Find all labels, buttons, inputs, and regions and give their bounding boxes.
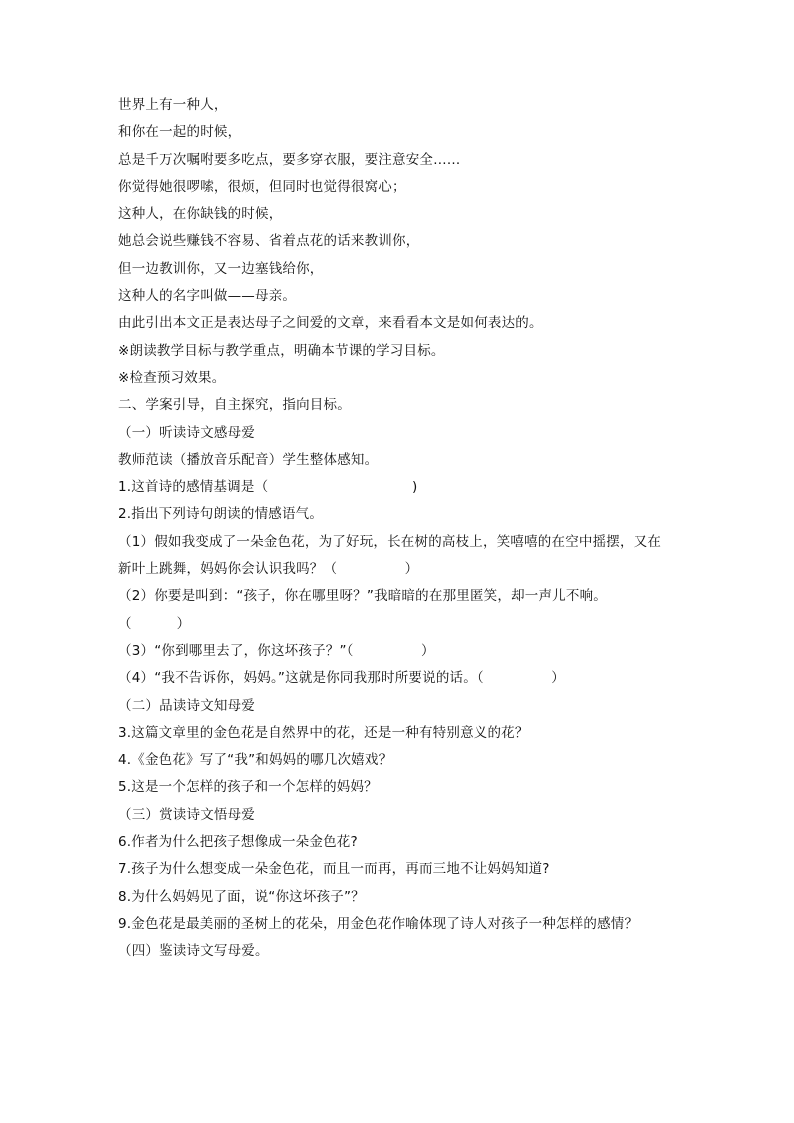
text-line: ※检查预习效果。 (118, 369, 226, 386)
poem-line-2: （2）你要是叫到：“孩子，你在哪里呀？”我暗暗的在那里匿笑，却一声儿不响。 (118, 588, 607, 605)
question-6: 6.作者为什么把孩子想像成一朵金色花? (118, 834, 358, 851)
subsection-heading: （四）鉴读诗文写母爱。 (118, 943, 269, 960)
question-1: 1.这首诗的感情基调是（ ) (118, 479, 418, 496)
subsection-heading: （二）品读诗文知母爱 (118, 697, 255, 714)
subsection-heading: （三）赏读诗文悟母爱 (118, 806, 255, 823)
question-5: 5.这是一个怎样的孩子和一个怎样的妈妈？ (118, 779, 378, 796)
text-line: 这种人的名字叫做——母亲。 (118, 288, 297, 305)
text-line: 和你在一起的时候， (118, 124, 242, 141)
text-line: ※朗读教学目标与教学重点，明确本节课的学习目标。 (118, 342, 445, 359)
text-line: 但一边教训你，又一边塞钱给你， (118, 260, 324, 277)
poem-line-1-cont: 新叶上跳舞，妈妈你会认识我吗？（ ） (118, 561, 419, 578)
poem-line-3: （3）“你到哪里去了，你这坏孩子？”（ ） (118, 642, 435, 659)
poem-line-4: （4）“我不告诉你，妈妈。”这就是你同我那时所要说的话。（ ） (118, 670, 565, 687)
question-3: 3.这篇文章里的金色花是自然界中的花，还是一种有特别意义的花？ (118, 724, 529, 741)
question-2: 2.指出下列诗句朗读的情感语气。 (118, 506, 324, 523)
text-line: 教师范读（播放音乐配音）学生整体感知。 (118, 451, 379, 468)
text-line: 她总会说些赚钱不容易、省着点花的话来教训你， (118, 233, 420, 250)
text-line: 你觉得她很啰嗦，很烦，但同时也觉得很窝心； (118, 178, 406, 195)
text-line: 这种人，在你缺钱的时候， (118, 206, 283, 223)
question-7: 7.孩子为什么想变成一朵金色花，而且一而再，再而三地不让妈妈知道? (118, 861, 550, 878)
document-body (118, 92, 678, 966)
section-heading: 二、学案引导，自主探究，指向目标。 (118, 397, 351, 414)
text-line: 总是千万次嘱咐要多吃点，要多穿衣服，要注意安全…… (118, 151, 461, 168)
poem-line-1: （1）假如我变成了一朵金色花，为了好玩，长在树的高枝上，笑嘻嘻的在空中摇摆，又在 (118, 533, 662, 550)
question-8: 8.为什么妈妈见了面，说“你这坏孩子”？ (118, 888, 365, 905)
question-9: 9.金色花是最美丽的圣树上的花朵，用金色花作喻体现了诗人对孩子一种怎样的感情？ (118, 915, 639, 932)
question-4: 4.《金色花》写了“我”和妈妈的哪几次嬉戏？ (118, 752, 393, 769)
answer-blank: （ ） (118, 615, 191, 632)
text-line: 世界上有一种人， (118, 97, 228, 113)
subsection-heading: （一）听读诗文感母爱 (118, 424, 255, 441)
text-line: 由此引出本文正是表达母子之间爱的文章，来看看本文是如何表达的。 (118, 315, 543, 332)
